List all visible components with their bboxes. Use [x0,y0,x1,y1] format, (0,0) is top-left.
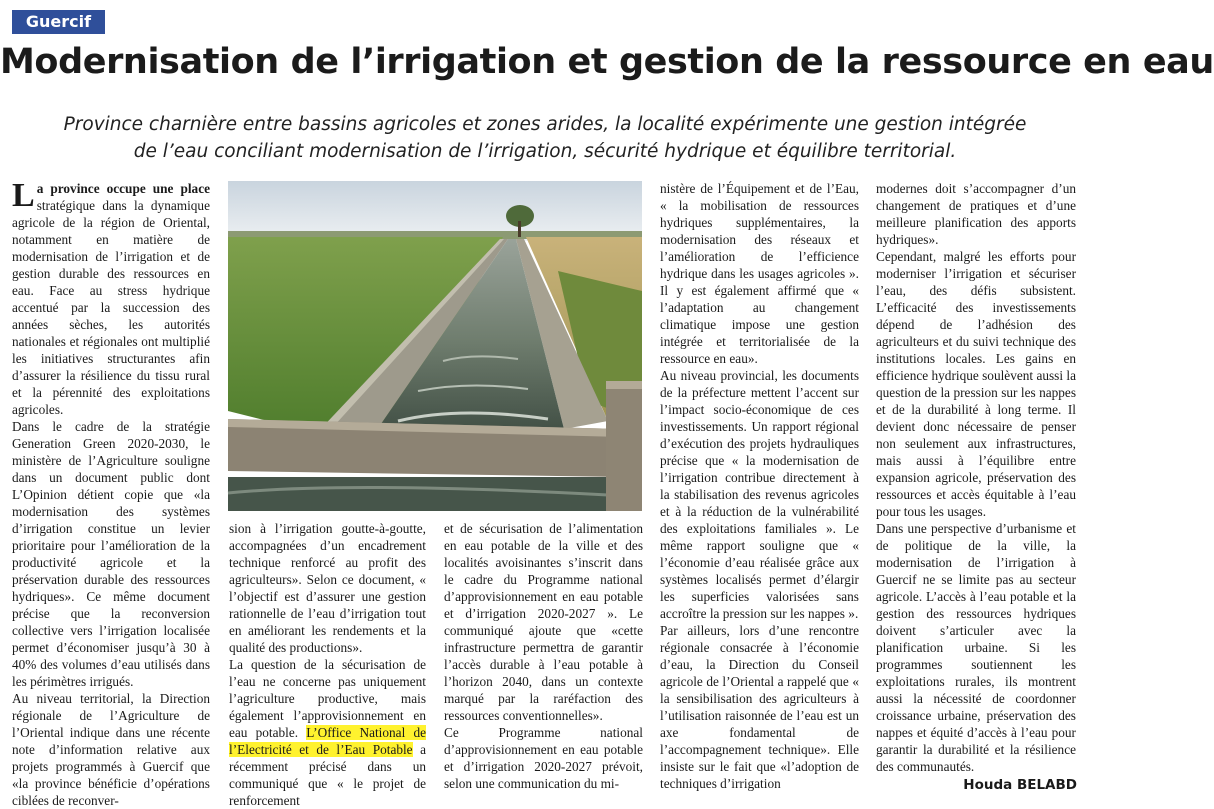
section-rubric: Guercif [12,10,105,34]
paragraph: modernes doit s’accompagner d’un changement de pratiques et d’une meilleure planification des apports hydriques». [876,181,1076,247]
lead-in: a province occupe une place [36,181,210,196]
lead-paragraph [12,177,210,418]
paragraph: Au niveau territorial, la Direction régionale de l’Agriculture de l’Oriental indique dans une récente note d’information relative aux projets programmés à Guercif que «la province bénéficie d’opérations ciblées de reconver- [12,691,210,808]
article-column-5 [876,180,1076,775]
paragraph-text: a récemment précisé dans un communiqué que « le projet de renforcement [229,742,427,808]
paragraph: sion à l’irrigation goutte-à-goutte, accompagnées d’un encadrement technique renforcé au profit des agriculteurs». Selon ce document, « l’objectif est d’assurer une gestion rationnelle de l’eau d’irrigation tout en améliorant les rendements et la qualité des productions». [229,521,426,655]
standfirst [60,111,1030,165]
article-column-4 [660,180,859,792]
headline: Modernisation de l’irrigation et gestion de la ressource en eau [0,42,1214,82]
author-byline: Houda BELABD [963,777,1077,793]
paragraph [229,656,426,809]
paragraph: nistère de l’Équipement et de l’Eau, « la mobilisation de ressources hydriques supplémentaires, la modernisation des réseaux et l’amélioration de l’efficience hydrique dans les usages agricoles ». Il y est également affirmé que « l’adaptation au changement climatique impose une gestion intégrée et territorialisée de la ressource en eau». [660,181,859,366]
paragraph: Dans le cadre de la stratégie Generation Green 2020-2030, le ministère de l’Agriculture souligne dans un document public dont L’Opinion détient copie que «la modernisation des systèmes d’irrigation constitue un levier prioritaire pour l’amélioration de la productivité agricole et la préservation durable des ressources hydriques». Ce même document précise que la reconversion collective vers l’irrigation localisée permet d’économiser jusqu’à 30 à 40% des volumes d’eau utilisés dans les périmètres irrigués. [12,419,210,689]
article-column-2 [229,520,426,809]
irrigation-canal-photo [228,181,642,511]
paragraph: Cependant, malgré les efforts pour moderniser l’irrigation et sécuriser l’eau, des défis subsistent. L’efficacité des investissements dépend de l’adhésion des agriculteurs et du suivi technique des institutions locales. Les gains en efficience hydrique soulèvent aussi la question de la pression sur les nappes et de la durabilité à long terme. Il devient donc nécessaire de penser non seulement aux infrastructures, mais aussi à l’équilibre entre expansion agricole, préservation des ressources et accès équitable à l’eau pour tous les usages. [876,249,1076,519]
paragraph: Par ailleurs, lors d’une rencontre régionale consacrée à l’économie d’eau, la Direction du Conseil agricole de l’Oriental a rappelé que « la sensibilisation des agriculteurs à l’utilisation raisonnée de l’eau est un axe fondamental de l’accompagnement technique». Elle insiste sur le fait que «l’adoption de techniques d’irrigation [660,623,859,791]
paragraph: Ce Programme national d’approvisionnement en eau potable et d’irrigation 2020-2027 prévoit, selon une communication du mi- [444,725,643,791]
paragraph: Au niveau provincial, les documents de la préfecture mettent l’accent sur l’impact socio-économique de ces investissements. Un rapport régional d’exécution des projets hydrauliques précise que « la modernisation de l’irrigation contribue directement à la stabilisation des revenus agricoles et à la réduction de la vulnérabilité des exploitations familiales ». Le même rapport souligne que « l’économie d’eau réalisée grâce aux systèmes localisés permet d’élargir les superficies valorisées sans accroître la pression sur les nappes ». [660,368,859,621]
paragraph-text: stratégique dans la dynamique agricole de la région de Oriental, notamment en matière de modernisation de l’irrigation et de gestion durable des ressources en eau. Face au stress hydrique accentué par la succession des années sèches, les autorités nationales et régionales ont multiplié les initiatives structurantes afin d’assurer la résilience du tissu rural et la pérennité des exploitations agricoles. [12,198,210,417]
highlighted-text: L’Office National de l’Electricité et de l’Eau Potable [229,725,426,757]
standfirst-line-2: de l’eau conciliant modernisation de l’irrigation, sécurité hydrique et équilibre territorial. [133,141,957,162]
standfirst-line-1: Province charnière entre bassins agricoles et zones arides, la localité expérimente une gestion intégrée [63,114,1027,135]
article-column-1 [12,177,210,809]
paragraph: et de sécurisation de l’alimentation en eau potable de la ville et des localités avoisinantes s’inscrit dans le cadre du Programme national d’approvisionnement en eau potable et d’irrigation 2020-2027 ». Le communiqué ajoute que «cette infrastructure permettra de garantir l’accès durable à l’eau potable à l’horizon 2040, dans un contexte marqué par la raréfaction des ressources conventionnelles». [444,521,643,723]
paragraph: Dans une perspective d’urbanisme et de politique de la ville, la modernisation de l’irrigation à Guercif ne se limite pas au secteur agricole. L’accès à l’eau potable et la gestion des ressources hydriques doivent s’articuler avec la planification urbaine. Si les programmes soutiennent les exploitations rurales, ils montrent aussi la nécessité de coordonner croissance urbaine, préservation des nappes et équité d’accès à l’eau pour garantir la durabilité et la résilience des communautés. [876,521,1076,774]
paragraph-text: La question de la sécurisation de l’eau ne concerne pas uniquement l’agriculture productive, mais également l’approvisionnement en eau potable. [229,657,426,740]
article-column-3 [444,520,643,792]
drop-cap: L [12,177,35,214]
